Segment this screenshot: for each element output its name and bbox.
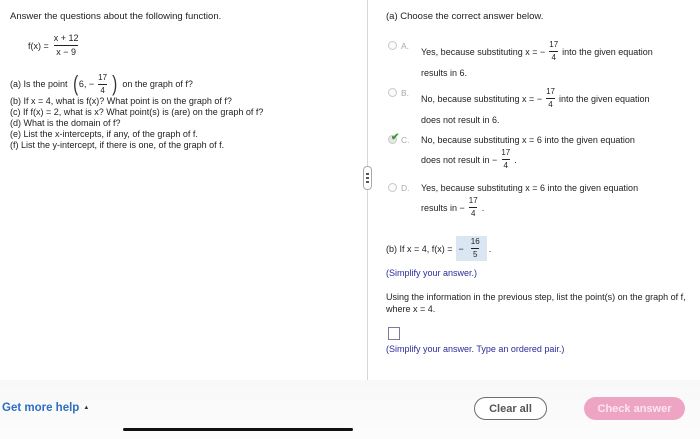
option-d-line2	[421, 197, 484, 218]
point-x: 6, −	[78, 78, 95, 89]
question-pane	[0, 0, 368, 380]
simplify-hint: (Simplify your answer.)	[386, 268, 478, 278]
option-c-line1: No, because substituting x = 6 into the given equation	[421, 135, 635, 145]
home-indicator	[123, 428, 353, 431]
question-a-suffix: on the graph of f?	[122, 78, 193, 89]
question-d: (d) What is the domain of f?	[10, 118, 121, 128]
option-fraction	[547, 41, 560, 62]
function-definition	[28, 34, 84, 57]
question-list	[10, 72, 263, 151]
caret-up-icon: ▲	[83, 405, 90, 411]
option-a-line1	[421, 41, 653, 62]
point-y-numerator: 17	[98, 72, 108, 82]
point-y-fraction	[96, 74, 109, 95]
option-text: into the given equation	[558, 93, 650, 104]
part-b-prefix: (b) If x = 4, f(x) =	[386, 243, 453, 254]
radio-button-icon[interactable]	[388, 88, 397, 97]
answer-sign: −	[458, 243, 464, 254]
grip-dot-icon	[366, 177, 369, 179]
correct-checkmark-icon: ✔	[391, 132, 400, 143]
option-fraction	[499, 149, 512, 170]
pane-divider	[367, 0, 368, 380]
ordered-pair-hint: (Simplify your answer. Type an ordered pair.)	[386, 344, 565, 354]
option-d-line1: Yes, because substituting x = 6 into the given equation	[421, 183, 639, 193]
question-b: (b) If x = 4, what is f(x)? What point is on the graph of f?	[10, 96, 232, 106]
function-fraction	[51, 34, 82, 57]
option-text: Yes, because substituting x = −	[421, 46, 546, 57]
option-b-line2: does not result in 6.	[421, 115, 500, 125]
fraction-denominator: 4	[471, 209, 476, 218]
grip-dot-icon	[366, 181, 369, 183]
intro-text: Answer the questions about the following function.	[10, 11, 222, 22]
part-a-title: (a) Choose the correct answer below.	[386, 11, 544, 22]
function-numerator: x + 12	[53, 33, 79, 43]
point-expression	[72, 73, 119, 95]
option-text: does not result in −	[421, 154, 498, 165]
question-a	[10, 72, 263, 96]
fraction-denominator: 4	[503, 161, 508, 170]
part-b-answer-field[interactable]	[456, 236, 487, 261]
option-text: .	[481, 202, 485, 213]
point-y-denominator: 4	[100, 85, 105, 95]
option-a[interactable]	[388, 41, 698, 79]
point-instruction: Using the information in the previous step, list the point(s) on the graph of f, where x = 4.	[386, 292, 686, 314]
fraction-numerator: 17	[549, 40, 559, 49]
fraction-numerator: 17	[501, 148, 511, 157]
option-a-line2: results in 6.	[421, 68, 468, 78]
part-b-suffix: .	[488, 243, 492, 254]
fraction-numerator: 17	[468, 196, 478, 205]
radio-button-icon[interactable]	[388, 183, 397, 192]
help-label: Get more help	[2, 402, 80, 414]
radio-button-icon[interactable]	[388, 41, 397, 50]
option-letter: B.	[401, 88, 410, 98]
option-text: No, because substituting x = −	[421, 93, 543, 104]
answer-fraction	[469, 238, 482, 259]
fraction-denominator: 4	[551, 53, 556, 62]
question-c: (c) If f(x) = 2, what is x? What point(s) is (are) on the graph of f?	[10, 107, 264, 117]
function-lhs: f(x) =	[28, 40, 49, 51]
option-text: .	[514, 154, 517, 165]
question-f: (f) List the y-intercept, if there is one, of the graph of f.	[10, 140, 225, 150]
question-a-prefix: (a) Is the point	[10, 78, 68, 89]
ordered-pair-input[interactable]	[388, 327, 400, 340]
grip-dot-icon	[366, 173, 369, 175]
clear-all-button[interactable]: Clear all	[474, 397, 547, 420]
option-letter: D.	[401, 183, 410, 193]
answer-denominator: 5	[473, 250, 478, 259]
option-b[interactable]	[388, 88, 698, 126]
option-fraction	[467, 197, 480, 218]
function-denominator: x − 9	[56, 47, 77, 57]
get-more-help-link[interactable]	[2, 402, 89, 414]
option-fraction	[544, 88, 557, 109]
fraction-numerator: 17	[546, 87, 555, 96]
question-e: (e) List the x-intercepts, if any, of the graph of f.	[10, 129, 198, 139]
option-d[interactable]	[388, 183, 698, 223]
option-text: into the given equation	[562, 46, 653, 57]
check-answer-button[interactable]: Check answer	[584, 397, 685, 420]
footer-bar	[0, 380, 700, 439]
option-b-line1	[421, 88, 650, 109]
option-text: results in −	[421, 202, 465, 213]
option-c-line2	[421, 149, 517, 170]
left-paren: (	[72, 71, 78, 96]
right-paren: )	[112, 71, 118, 96]
fraction-denominator: 4	[548, 100, 553, 109]
answer-numerator: 16	[470, 237, 480, 246]
option-letter: C.	[401, 135, 410, 145]
part-b	[386, 236, 491, 261]
answer-pane	[370, 0, 700, 380]
option-letter: A.	[401, 41, 410, 51]
option-c[interactable]	[388, 132, 698, 175]
